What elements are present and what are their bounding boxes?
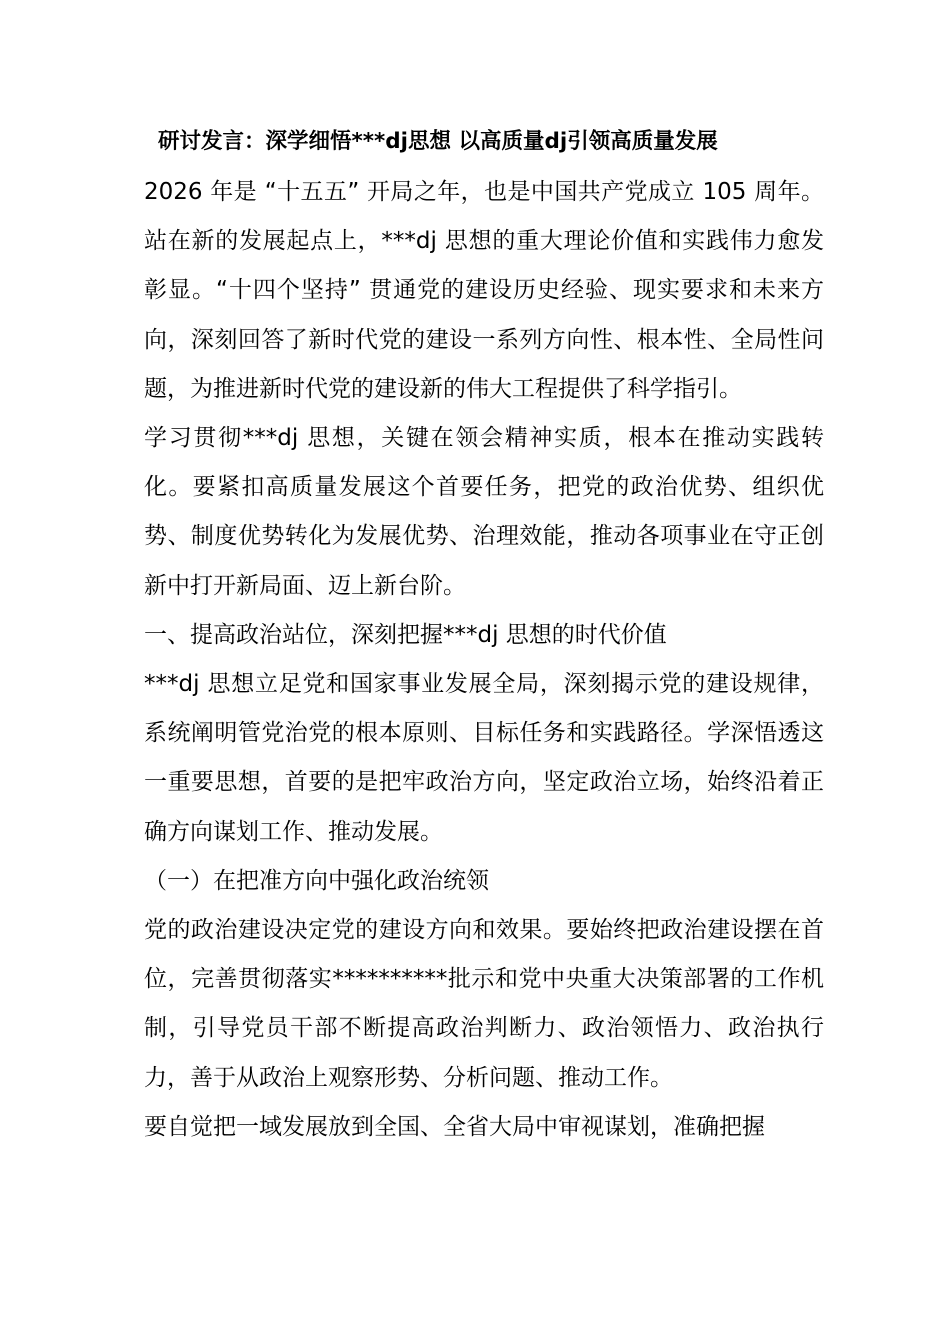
paragraph-continuation: 要自觉把一域发展放到全国、全省大局中审视谋划，准确把握 bbox=[144, 1113, 765, 1140]
paragraph-section-1: ***dj 思想立足党和国家事业发展全局，深刻揭示党的建设规律，系统阐明管党治党的根本原则、目标任务和实践路径。学深悟透这一重要思想，首要的是把牢政治方向，坚定政治立场，始终沿着正确方向谋划工作、推动发展。 bbox=[144, 671, 824, 845]
document-title: 研讨发言：深学细悟***dj思想 以高质量dj引领高质量发展 bbox=[158, 129, 718, 154]
paragraph-subsection-1: 党的政治建设决定党的建设方向和效果。要始终把政治建设摆在首位，完善贯彻落实**********批示和党中央重大决策部署的工作机制，引导党员干部不断提高政治判断力、政治领悟力、政治执行力，善于从政治上观察形势、分析问题、推动工作。 bbox=[144, 917, 824, 1091]
document-body bbox=[144, 168, 824, 1152]
subsection-heading-1: （一）在把准方向中强化政治统领 bbox=[144, 867, 489, 894]
section-heading-1: 一、提高政治站位，深刻把握***dj 思想的时代价值 bbox=[144, 621, 667, 648]
paragraph-intro: 2026 年是 “十五五” 开局之年，也是中国共产党成立 105 周年。站在新的发展起点上，***dj 思想的重大理论价值和实践伟力愈发彰显。“十四个坚持” 贯通党的建设历史经验、现实要求和未来方向，深刻回答了新时代党的建设一系列方向性、根本性、全局性问题，为推进新时代党的建设新的伟大工程提供了科学指引。 bbox=[144, 179, 824, 402]
paragraph-study: 学习贯彻***dj 思想，关键在领会精神实质，根本在推动实践转化。要紧扣高质量发展这个首要任务，把党的政治优势、组织优势、制度优势转化为发展优势、治理效能，推动各项事业在守正创新中打开新局面、迈上新台阶。 bbox=[144, 425, 824, 599]
